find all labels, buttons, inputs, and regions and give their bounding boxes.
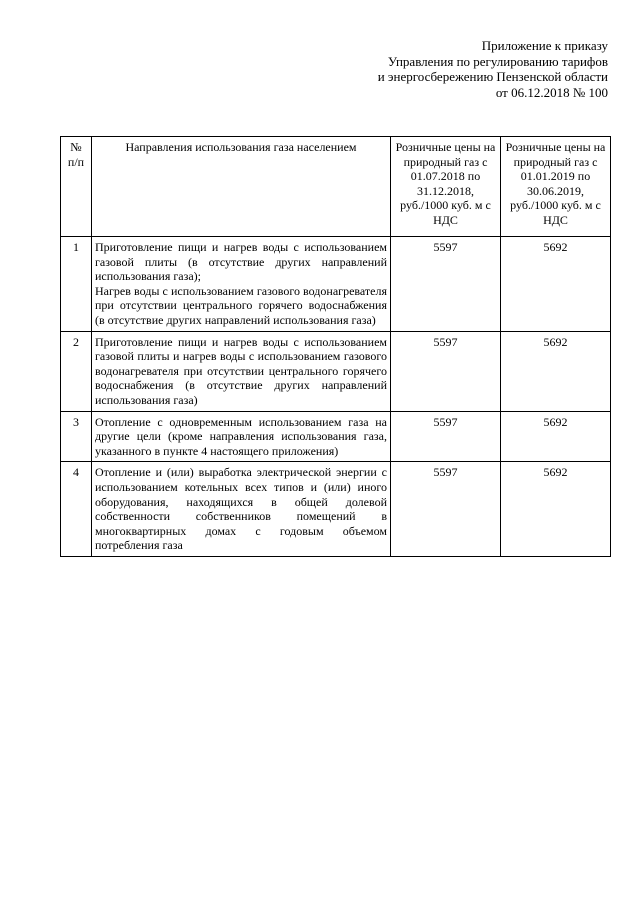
price-2018-cell: 5597 [391,411,501,462]
header-line: Приложение к приказу [481,38,608,53]
table-row [61,462,611,557]
direction-text: Отопление с одновременным использованием газа на другие цели (кроме направления использования газа, указанного в пункте 4 настоящего приложения) [95,414,387,458]
row-direction [92,331,391,411]
direction-text: Нагрев воды с использованием газового водонагревателя при отсутствии центрального горячего водоснабжения (в отсутствие других направлений использования газа) [95,283,387,327]
row-number: 3 [61,411,92,462]
price-2018-cell: 5597 [391,331,501,411]
price-2019-cell: 5692 [501,462,611,557]
price-2019-cell: 5692 [501,331,611,411]
header-line: от 06.12.2018 № 100 [495,84,608,100]
document-header [378,38,608,100]
header-line: Управления по регулированию тарифов [387,53,608,69]
price-2018-cell: 5597 [391,237,501,332]
table-row [61,411,611,462]
column-header-price-2019: Розничные цены на природный газ с 01.01.2019 по 30.06.2019, руб./1000 куб. м с НДС [501,137,611,237]
row-number: 1 [61,237,92,332]
row-direction [92,462,391,557]
column-header-num: № п/п [61,137,92,237]
price-2019-cell: 5692 [501,237,611,332]
row-direction [92,411,391,462]
direction-text: Приготовление пищи и нагрев воды с использованием газовой плиты (в отсутствие других направлений использования газа); [95,240,387,284]
header-line: и энергосбережению Пензенской области [377,69,608,84]
direction-text: Приготовление пищи и нагрев воды с использованием газовой плиты и нагрев воды с использованием газового водонагревателя при отсутствии центрального горячего водоснабжения (в отсутствие других направлений использования газа) [95,334,387,407]
price-2019-cell: 5692 [501,411,611,462]
row-number: 4 [61,462,92,557]
tariff-table [60,136,611,557]
table-row [61,331,611,411]
row-direction [92,237,391,332]
column-header-price-2018: Розничные цены на природный газ с 01.07.2018 по 31.12.2018, руб./1000 куб. м с НДС [391,137,501,237]
price-2018-cell: 5597 [391,462,501,557]
row-number: 2 [61,331,92,411]
column-header-direction: Направления использования газа населением [92,137,391,237]
table-header-row [61,137,611,237]
table-row [61,237,611,332]
direction-text: Отопление и (или) выработка электрической энергии с использованием котельных всех типов и (или) иного оборудования, находящихся в общей долевой собственности собственников помещений в многоквартирных домах с годовым объемом потребления газа [95,465,387,553]
